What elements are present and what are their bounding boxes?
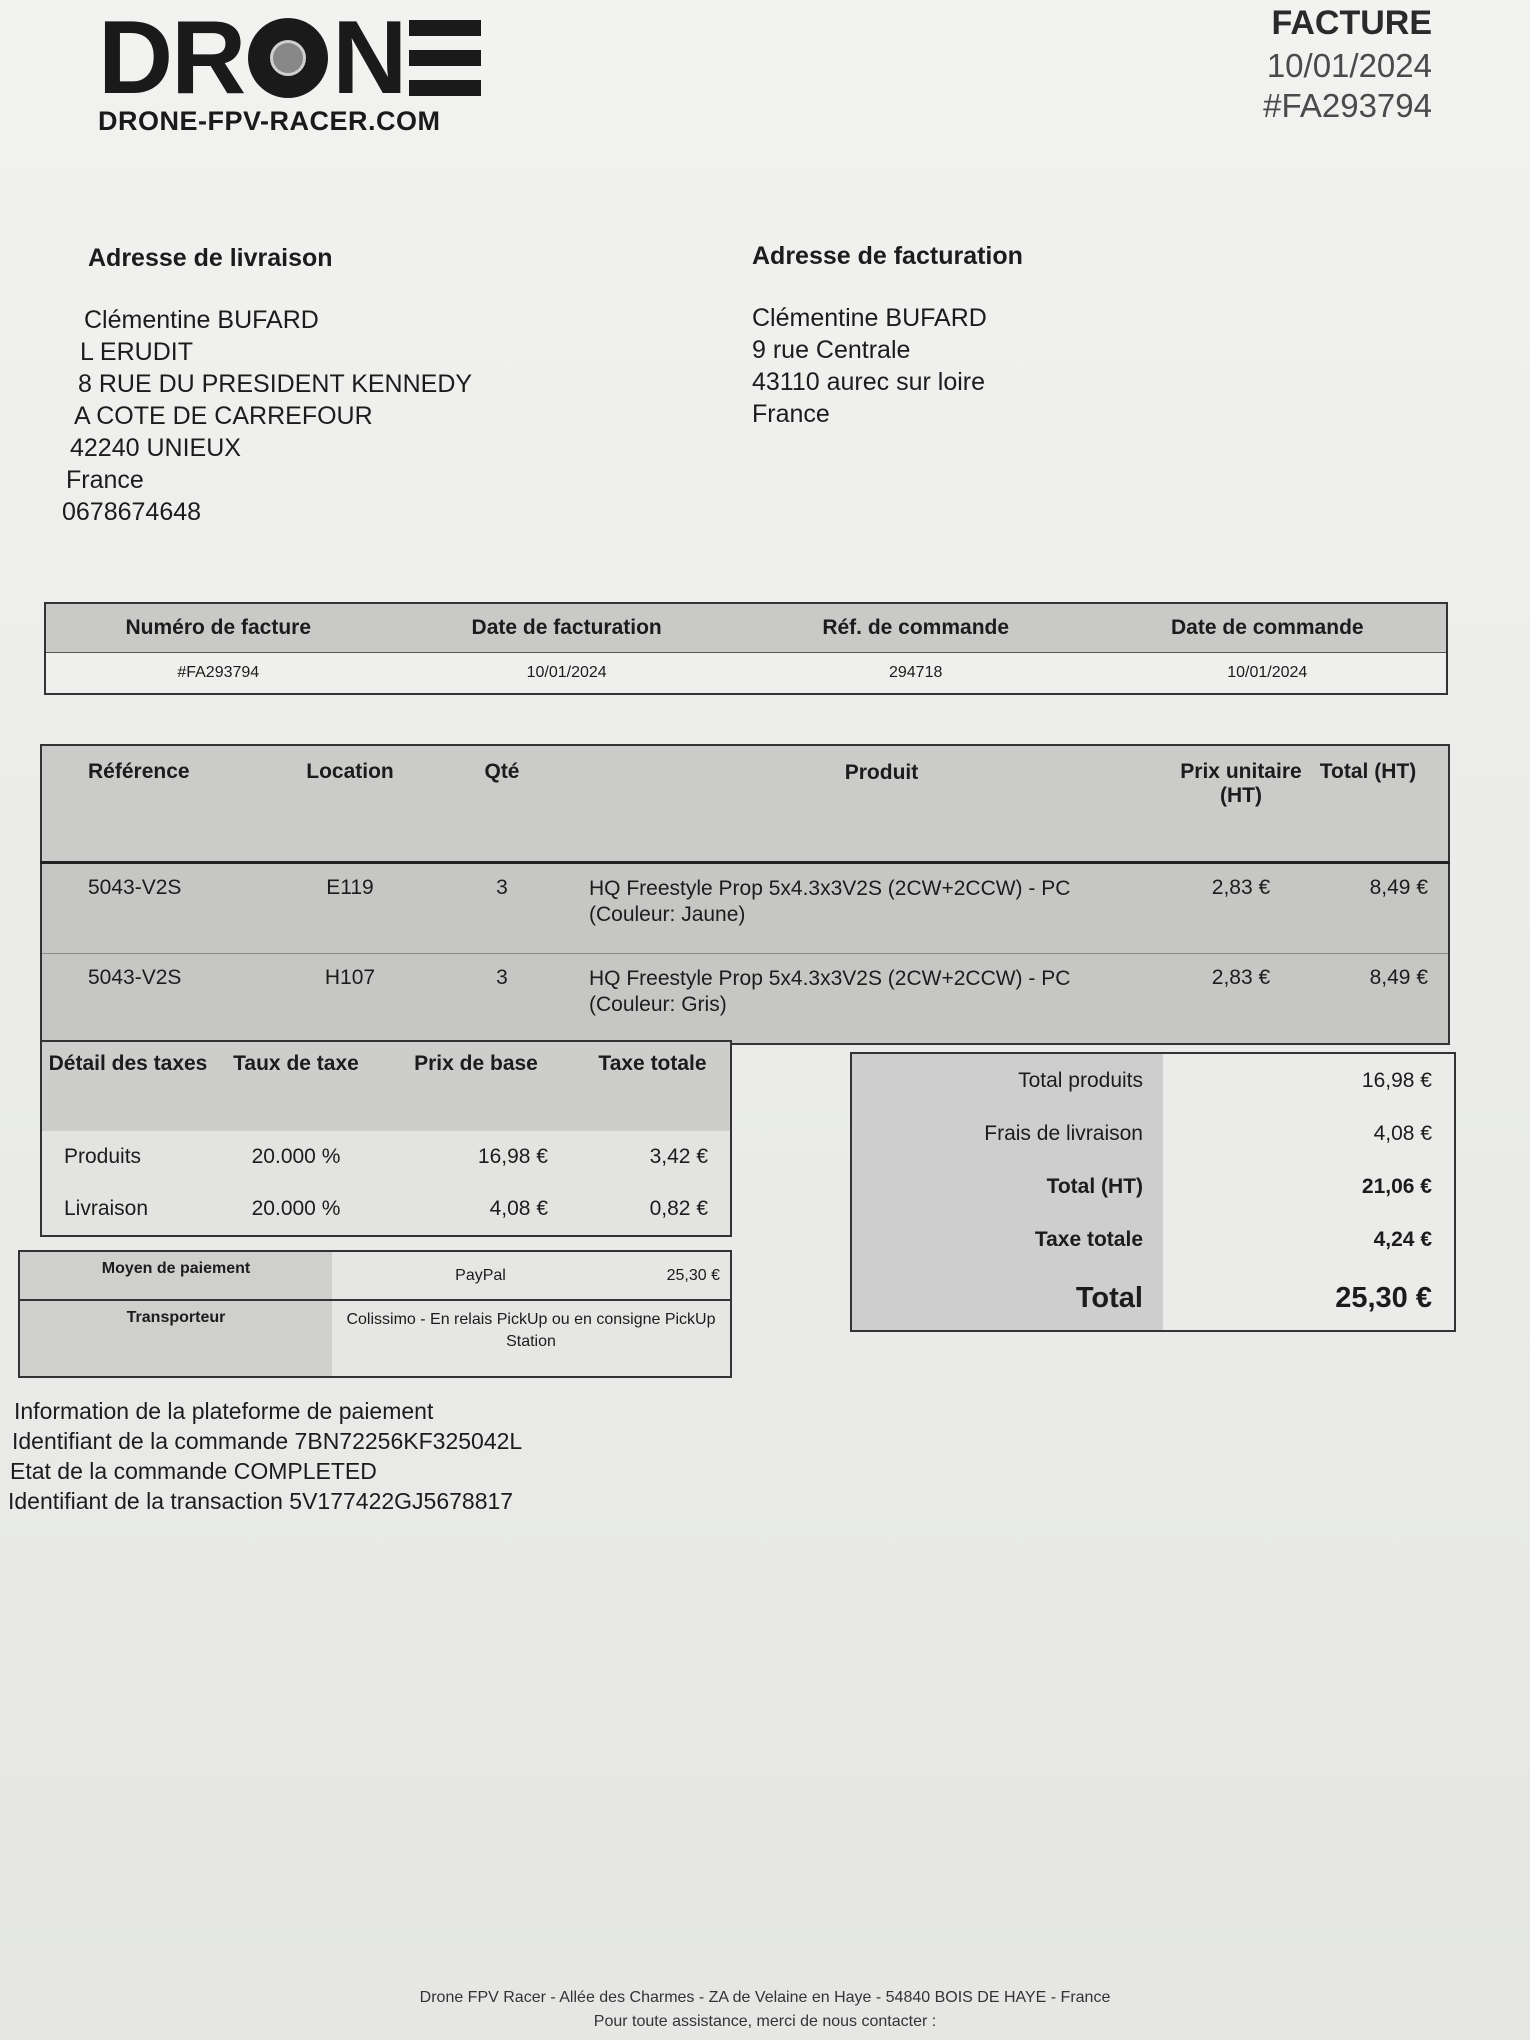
item-location: E119 xyxy=(259,863,441,954)
address-line: Clémentine BUFARD xyxy=(752,304,987,332)
shipping-fee-label: Frais de livraison xyxy=(851,1107,1163,1160)
carrier-value: Colissimo - En relais PickUp ou en consigne PickUp Station xyxy=(332,1300,731,1377)
col-qty: Qté xyxy=(441,745,563,863)
brand-site: DRONE-FPV-RACER.COM xyxy=(98,106,441,136)
info-header: Date de commande xyxy=(1089,603,1447,653)
logo-lens-icon xyxy=(248,18,328,98)
table-row xyxy=(41,863,1449,954)
tax-label: Livraison xyxy=(41,1183,215,1236)
billing-address-title: Adresse de facturation xyxy=(752,242,1023,270)
items-table xyxy=(40,744,1450,1045)
info-header: Réf. de commande xyxy=(743,603,1089,653)
item-product xyxy=(563,863,1175,954)
page-footer xyxy=(0,1986,1530,2034)
item-qty: 3 xyxy=(441,863,563,954)
tax-amount: 0,82 € xyxy=(574,1183,731,1236)
order-identifier: Identifiant de la commande 7BN72256KF325042L xyxy=(12,1428,523,1454)
address-line: 8 RUE DU PRESIDENT KENNEDY xyxy=(78,370,473,398)
item-product-name: HQ Freestyle Prop 5x4.3x3V2S (2CW+2CCW) - PC xyxy=(589,877,1071,900)
order-state: Etat de la commande COMPLETED xyxy=(10,1458,377,1484)
tax-header: Prix de base xyxy=(377,1041,574,1131)
tax-rate: 20.000 % xyxy=(215,1131,377,1183)
item-product xyxy=(563,954,1175,1045)
info-header: Date de facturation xyxy=(391,603,743,653)
tax-amount: 3,42 € xyxy=(574,1131,731,1183)
brand-logo xyxy=(98,0,481,137)
address-line: 42240 UNIEUX xyxy=(70,434,241,462)
address-line: 43110 aurec sur loire xyxy=(752,368,986,396)
tax-detail-table xyxy=(40,1040,732,1237)
table-row xyxy=(41,1131,731,1183)
shipping-address-title: Adresse de livraison xyxy=(88,244,333,272)
doc-type: FACTURE xyxy=(1271,4,1432,42)
footer-address: Drone FPV Racer - Allée des Charmes - ZA de Velaine en Haye - 54840 BOIS DE HAYE - France xyxy=(419,1989,1111,2006)
carrier-label: Transporteur xyxy=(19,1300,332,1377)
tax-base: 4,08 € xyxy=(377,1183,574,1236)
total-products: 16,98 € xyxy=(1163,1053,1455,1107)
address-line: France xyxy=(66,466,144,494)
invoice-number: #FA293794 xyxy=(1263,87,1432,124)
grand-total-label: Total xyxy=(851,1266,1163,1331)
payment-method: PayPal xyxy=(332,1251,629,1300)
item-ref: 5043-V2S xyxy=(41,954,259,1045)
item-product-variant: (Couleur: Jaune) xyxy=(589,903,746,926)
logo-wordmark: DR N xyxy=(98,6,481,110)
address-line: L ERUDIT xyxy=(80,338,193,366)
total-tax-label: Taxe totale xyxy=(851,1213,1163,1266)
total-ht-label: Total (HT) xyxy=(851,1160,1163,1213)
total-tax: 4,24 € xyxy=(1163,1213,1455,1266)
item-location: H107 xyxy=(259,954,441,1045)
payment-platform-info xyxy=(8,1396,523,1516)
tax-header: Taux de taxe xyxy=(215,1041,377,1131)
address-line: 9 rue Centrale xyxy=(752,336,911,364)
tax-label: Produits xyxy=(41,1131,215,1183)
col-unit-price: Prix unitaire (HT) xyxy=(1175,745,1307,863)
table-row xyxy=(41,1183,731,1236)
info-invoice-date: 10/01/2024 xyxy=(391,653,743,695)
item-total: 8,49 € xyxy=(1307,863,1449,954)
address-line: Clémentine BUFARD xyxy=(84,306,319,334)
item-unit-price: 2,83 € xyxy=(1175,954,1307,1045)
info-order-date: 10/01/2024 xyxy=(1089,653,1447,695)
item-unit-price: 2,83 € xyxy=(1175,863,1307,954)
footer-assistance: Pour toute assistance, merci de nous contacter : xyxy=(593,2013,937,2030)
billing-address xyxy=(752,240,1023,430)
item-product-variant: (Couleur: Gris) xyxy=(589,993,727,1016)
item-ref: 5043-V2S xyxy=(41,863,259,954)
info-invoice-number: #FA293794 xyxy=(45,653,391,695)
item-total: 8,49 € xyxy=(1307,954,1449,1045)
tax-header: Détail des taxes xyxy=(41,1041,215,1131)
payment-table xyxy=(18,1250,732,1378)
payment-amount: 25,30 € xyxy=(629,1251,731,1300)
tax-base: 16,98 € xyxy=(377,1131,574,1183)
transaction-identifier: Identifiant de la transaction 5V177422GJ5678817 xyxy=(8,1488,514,1514)
invoice-date: 10/01/2024 xyxy=(1266,47,1432,84)
invoice-header xyxy=(1263,4,1432,125)
item-qty: 3 xyxy=(441,954,563,1045)
col-reference: Référence xyxy=(41,745,259,863)
col-product: Produit xyxy=(563,745,1175,863)
shipping-address xyxy=(62,242,473,528)
grand-total: 25,30 € xyxy=(1163,1266,1455,1331)
payment-method-label: Moyen de paiement xyxy=(19,1251,332,1300)
info-order-ref: 294718 xyxy=(743,653,1089,695)
shipping-fee: 4,08 € xyxy=(1163,1107,1455,1160)
totals-table xyxy=(850,1052,1456,1332)
total-products-label: Total produits xyxy=(851,1053,1163,1107)
info-header: Numéro de facture xyxy=(45,603,391,653)
col-total: Total (HT) xyxy=(1307,745,1449,863)
address-line: A COTE DE CARREFOUR xyxy=(74,402,373,430)
address-line: France xyxy=(752,400,830,428)
address-line: 0678674648 xyxy=(62,498,202,526)
tax-header: Taxe totale xyxy=(574,1041,731,1131)
table-row xyxy=(41,954,1449,1045)
payment-platform-title: Information de la plateforme de paiement xyxy=(14,1398,434,1424)
item-product-name: HQ Freestyle Prop 5x4.3x3V2S (2CW+2CCW) - PC xyxy=(589,967,1071,990)
col-location: Location xyxy=(259,745,441,863)
tax-rate: 20.000 % xyxy=(215,1183,377,1236)
total-ht: 21,06 € xyxy=(1163,1160,1455,1213)
invoice-info-table xyxy=(44,602,1448,695)
